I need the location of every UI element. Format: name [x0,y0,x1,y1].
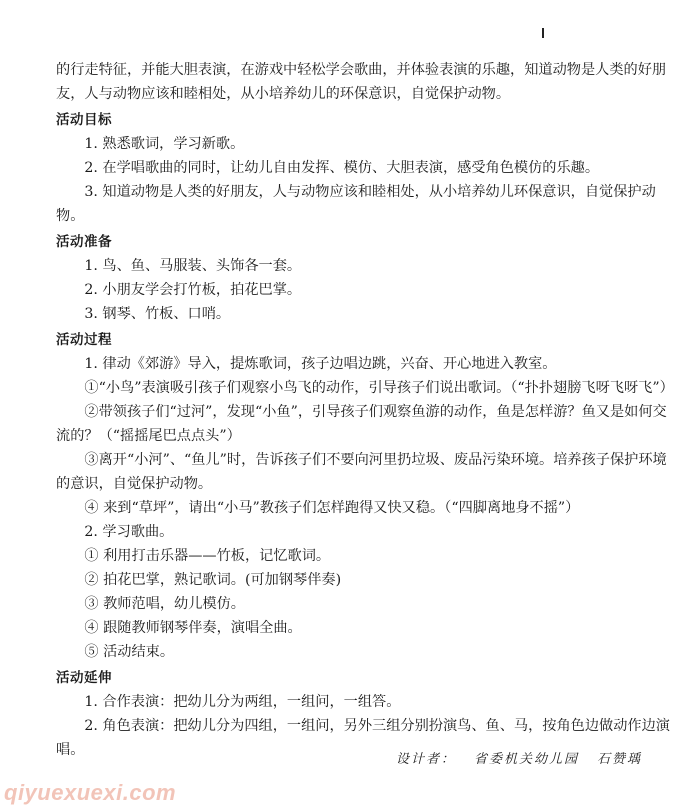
extension-heading: 活动延伸 [56,670,112,686]
corner-mark [542,28,544,38]
intro-paragraph: 的行走特征，并能大胆表演，在游戏中轻松学会歌曲，并体验表演的乐趣，知道动物是人类的好朋友，人与动物应该和睦相处，从小培养幼儿的环保意识，自觉保护动物。 [56,62,667,102]
process-item-2e: ⑤ 活动结束。 [84,644,175,660]
goals-heading: 活动目标 [56,112,112,128]
extension-item-2: 2. 角色表演：把幼儿分为四组，一组问，另外三组分别扮演鸟、鱼、马，按角色边做动作边演唱。 [56,718,670,758]
goal-item-3: 3. 知道动物是人类的好朋友，人与动物应该和睦相处，从小培养幼儿环保意识，自觉保护动物。 [56,184,656,224]
site-watermark: qiyuexuexi.com [4,780,177,805]
goal-item-2: 2. 在学唱歌曲的同时，让幼儿自由发挥、模仿、大胆表演，感受角色模仿的乐趣。 [84,160,600,176]
prep-item-1: 1. 鸟、鱼、马服装、头饰各一套。 [84,258,302,274]
document-body [56,58,678,762]
process-item-2a: ① 利用打击乐器——竹板，记忆歌词。 [84,548,331,564]
prep-item-3: 3. 钢琴、竹板、口哨。 [84,306,231,322]
process-item-2: 2. 学习歌曲。 [84,524,174,540]
designer-signature [396,748,660,767]
process-item-2d: ④ 跟随教师钢琴伴奏，演唱全曲。 [84,620,302,636]
prep-heading: 活动准备 [56,234,112,250]
process-item-1d: ④ 来到“草坪”，请出“小马”教孩子们怎样跑得又快又稳。（“四脚离地身不摇”） [84,500,580,516]
process-item-2c: ③ 教师范唱，幼儿模仿。 [84,596,245,612]
signature-name: 石赞瑀 [597,752,643,767]
prep-item-2: 2. 小朋友学会打竹板，拍花巴掌。 [84,282,302,298]
process-heading: 活动过程 [56,332,112,348]
extension-item-1: 1. 合作表演：把幼儿分为两组，一组问，一组答。 [84,694,401,710]
process-item-2b: ② 拍花巴掌，熟记歌词。(可加钢琴伴奏) [84,572,342,588]
process-item-1b: ②带领孩子们“过河”，发现“小鱼”，引导孩子们观察鱼游的动作，鱼是怎样游？鱼又是如何交流的？（“摇摇尾巴点点头”） [56,404,667,444]
signature-org: 省委机关幼儿园 [474,752,580,767]
signature-label: 设计者： [396,752,457,767]
process-item-1: 1. 律动《郊游》导入，提炼歌词，孩子边唱边跳，兴奋、开心地进入教室。 [84,356,557,372]
process-item-1a: ①“小鸟”表演吸引孩子们观察小鸟飞的动作，引导孩子们说出歌词。（“扑扑翅膀飞呀飞呀飞”） [84,380,674,396]
process-item-1c: ③离开“小河”、“鱼儿”时，告诉孩子们不要向河里扔垃圾、废品污染环境。培养孩子保护环境的意识，自觉保护动物。 [56,452,667,492]
goal-item-1: 1. 熟悉歌词，学习新歌。 [84,136,245,152]
